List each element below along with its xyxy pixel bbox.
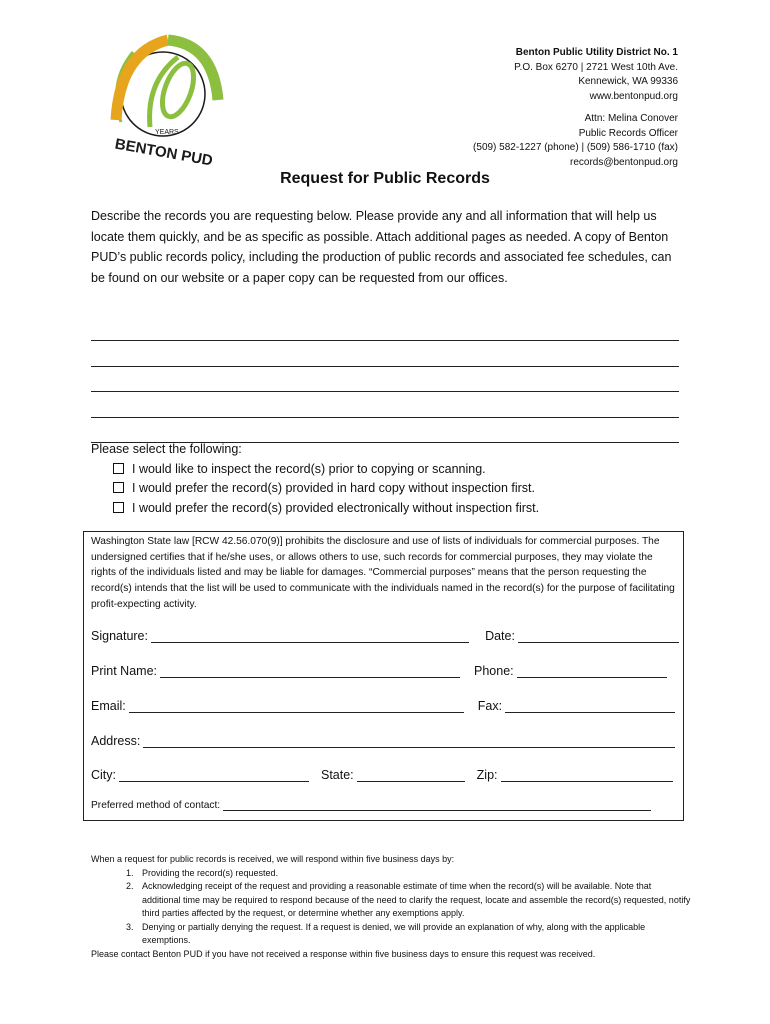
response-policy — [91, 853, 691, 961]
intro-paragraph: Describe the records you are requesting below. Please provide any and all information that will help us locate them quickly, and be as specific as possible. Attach additional pages as needed. A copy of Benton PUD’s public records policy, including the production of public records and associated fee schedules, can be found on our website or a paper copy can be requested from our offices. — [91, 209, 672, 285]
print-name-label: Print Name: — [91, 664, 157, 678]
list-item: 1. Providing the record(s) requested. — [136, 867, 691, 881]
address-line-1: P.O. Box 6270 | 2721 West 10th Ave. — [514, 61, 678, 73]
policy-list — [91, 867, 691, 948]
logo-name-text: BENTON PUD — [113, 135, 214, 170]
zip-field[interactable] — [501, 768, 673, 782]
description-line[interactable] — [91, 367, 679, 392]
contact-block — [473, 46, 678, 170]
email-field[interactable] — [129, 699, 464, 713]
date-label: Date: — [485, 629, 515, 643]
signature-field[interactable] — [151, 629, 469, 643]
option-hard-copy[interactable]: I would prefer the record(s) provided in hard copy without inspection first. — [91, 479, 539, 499]
option-inspect[interactable]: I would like to inspect the record(s) prior to copying or scanning. — [91, 460, 539, 480]
preferred-contact-label: Preferred method of contact: — [91, 800, 221, 811]
website-link[interactable]: www.bentonpud.org — [589, 90, 678, 102]
phone-fax-line: (509) 582-1227 (phone) | (509) 586-1710 (fax) — [473, 142, 678, 153]
print-name-field[interactable] — [160, 664, 460, 678]
role-line: Public Records Officer — [578, 127, 678, 139]
attn-line: Attn: Melina Conover — [584, 113, 678, 124]
signature-label: Signature: — [91, 629, 148, 643]
org-name: Benton Public Utility District No. 1 — [515, 47, 678, 58]
selection-section — [91, 440, 539, 518]
fax-label: Fax: — [477, 699, 503, 713]
checkbox[interactable] — [113, 463, 124, 474]
zip-label: Zip: — [476, 768, 498, 782]
address-line-2: Kennewick, WA 99336 — [578, 76, 678, 87]
policy-closing: Please contact Benton PUD if you have not received a response within five business days to ensure this request was received. — [91, 948, 596, 959]
checkbox[interactable] — [113, 482, 124, 493]
description-line[interactable] — [91, 341, 679, 366]
city-label: City: — [91, 768, 116, 782]
legal-notice: Washington State law [RCW 42.56.070(9)] prohibits the disclosure and use of lists of individuals for commercial purposes. The undersigned certifies that if he/she uses, or allows others to use, such records for commercial purposes, they may violate the rights of the individuals listed and may be liable for damages. “Commercial purposes” means that the person requesting the record(s) intends that the list will be used to communicate with the individuals named in the record(s) for the purpose of facilitating profit-expecting activity. — [91, 536, 675, 610]
logo-years-text: YEARS — [155, 129, 179, 136]
state-label: State: — [321, 768, 354, 782]
fax-field[interactable] — [505, 699, 675, 713]
date-field[interactable] — [518, 629, 679, 643]
email-label: Email: — [91, 699, 126, 713]
address-label: Address: — [91, 734, 141, 748]
benton-pud-logo — [88, 22, 238, 172]
description-line[interactable] — [91, 316, 679, 341]
selection-heading: Please select the following: — [91, 442, 242, 456]
checkbox[interactable] — [113, 502, 124, 513]
certification-box — [83, 531, 684, 821]
option-electronic[interactable]: I would prefer the record(s) provided electronically without inspection first. — [91, 499, 539, 519]
phone-label: Phone: — [474, 664, 514, 678]
preferred-contact-field[interactable] — [223, 800, 651, 811]
phone-field[interactable] — [517, 664, 667, 678]
list-item: 2. Acknowledging receipt of the request and providing a reasonable estimate of time when the record(s) will be available. Note that additional time may be required to respond because of the need to clarify the request, locate and assemble the record(s) requested, notify third parties affected by the request, or determine whether any exemptions apply. — [136, 880, 691, 921]
description-line[interactable] — [91, 392, 679, 417]
city-field[interactable] — [119, 768, 309, 782]
address-field[interactable] — [143, 734, 675, 748]
email-link[interactable]: records@bentonpud.org — [570, 156, 678, 168]
description-lines[interactable] — [91, 316, 679, 443]
page-title: Request for Public Records — [280, 170, 490, 187]
policy-intro: When a request for public records is received, we will respond within five business days by: — [91, 854, 455, 864]
list-item: 3. Denying or partially denying the request. If a request is denied, we will provide an explanation of why, along with the applicable exemptions. — [136, 921, 691, 948]
state-field[interactable] — [357, 768, 465, 782]
